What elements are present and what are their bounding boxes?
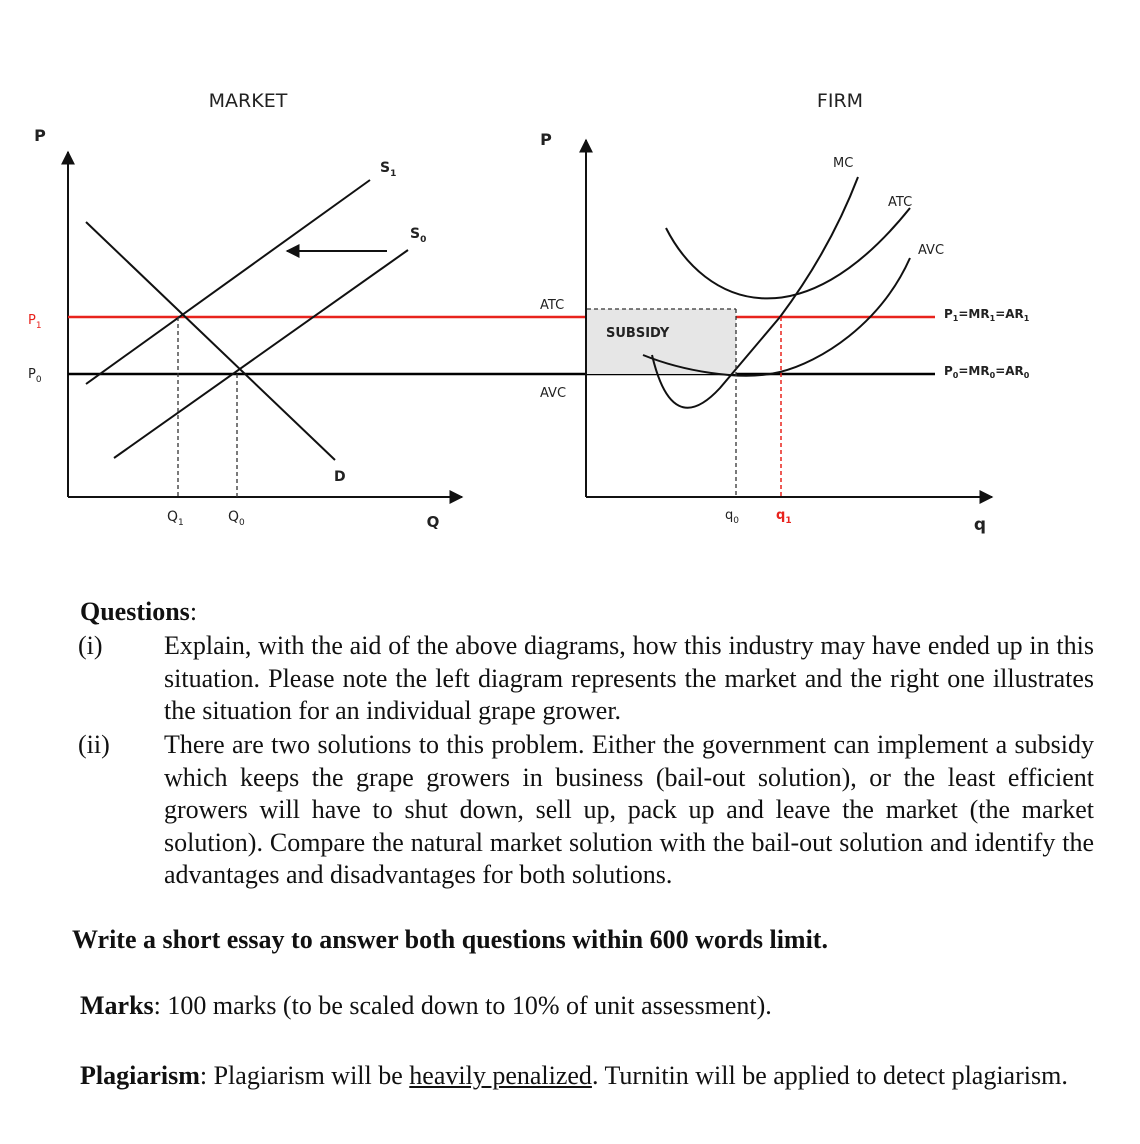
essay-instruction: Write a short essay to answer both questions within 600 words limit. xyxy=(72,925,828,954)
supply-curve-s1 xyxy=(86,180,370,384)
market-q0-label: $Q_0$ xyxy=(228,509,245,528)
plagiarism-note: Plagiarism: Plagiarism will be heavily penalized. Turnitin will be applied to detect plagiarism. xyxy=(80,1061,1068,1090)
subsidy-area xyxy=(587,309,736,374)
question-2-number: (ii) xyxy=(78,730,110,759)
market-x-axis-label: Q xyxy=(426,513,440,531)
subsidy-label: SUBSIDY xyxy=(606,326,670,341)
atc-label: ATC xyxy=(888,195,913,210)
firm-q1-label: $q_1$ xyxy=(776,508,792,526)
firm-q0-label: $q_0$ xyxy=(725,508,739,526)
mc-label: MC xyxy=(833,156,854,171)
market-p1-label: $P_1$ xyxy=(28,313,42,331)
avc-label: AVC xyxy=(918,243,945,258)
firm-x-axis-label: q xyxy=(973,515,987,535)
market-title: MARKET xyxy=(208,90,288,112)
firm-atc-axis-tag: ATC xyxy=(540,298,565,313)
questions-heading: Questions: xyxy=(80,597,198,626)
market-p0-label: $P_0$ xyxy=(28,367,42,385)
demand-d-label: D xyxy=(334,469,346,485)
marks-line: Marks: 100 marks (to be scaled down to 10% of unit assessment). xyxy=(80,991,772,1020)
firm-title: FIRM xyxy=(816,90,864,112)
firm-y-axis-label: P xyxy=(540,130,552,149)
question-2-text: There are two solutions to this problem. Either the government can implement a subsidy which keeps the grape growers in business (bail-out solution), or the least efficient growers will have to shut down, sell up, pack up and leave the market (the market solution). Compare the natural market solution with the bail-out solution and identify the advantages and disadvantages for both solutions. xyxy=(164,730,1094,889)
question-1-number: (i) xyxy=(78,631,103,660)
firm-avc-axis-tag: AVC xyxy=(540,386,567,401)
atc-curve xyxy=(666,208,910,298)
supply-curve-s0 xyxy=(114,250,408,458)
supply-s0-label: $S_0$ xyxy=(410,226,427,245)
firm-p0-line-label: $P_0=MR_0=AR_0$ xyxy=(944,364,1030,380)
demand-curve xyxy=(86,222,335,460)
question-1-text: Explain, with the aid of the above diagrams, how this industry may have ended up in this situation. Please note the left diagram represents the market and the right one illustrates the situation for an individual grape grower. xyxy=(164,631,1094,725)
market-q1-label: $Q_1$ xyxy=(167,509,184,528)
economics-diagram xyxy=(0,0,1140,560)
supply-s1-label: $S_1$ xyxy=(380,160,397,179)
firm-p1-line-label: $P_1=MR_1=AR_1$ xyxy=(944,307,1030,323)
market-y-axis-label: P xyxy=(34,126,46,145)
